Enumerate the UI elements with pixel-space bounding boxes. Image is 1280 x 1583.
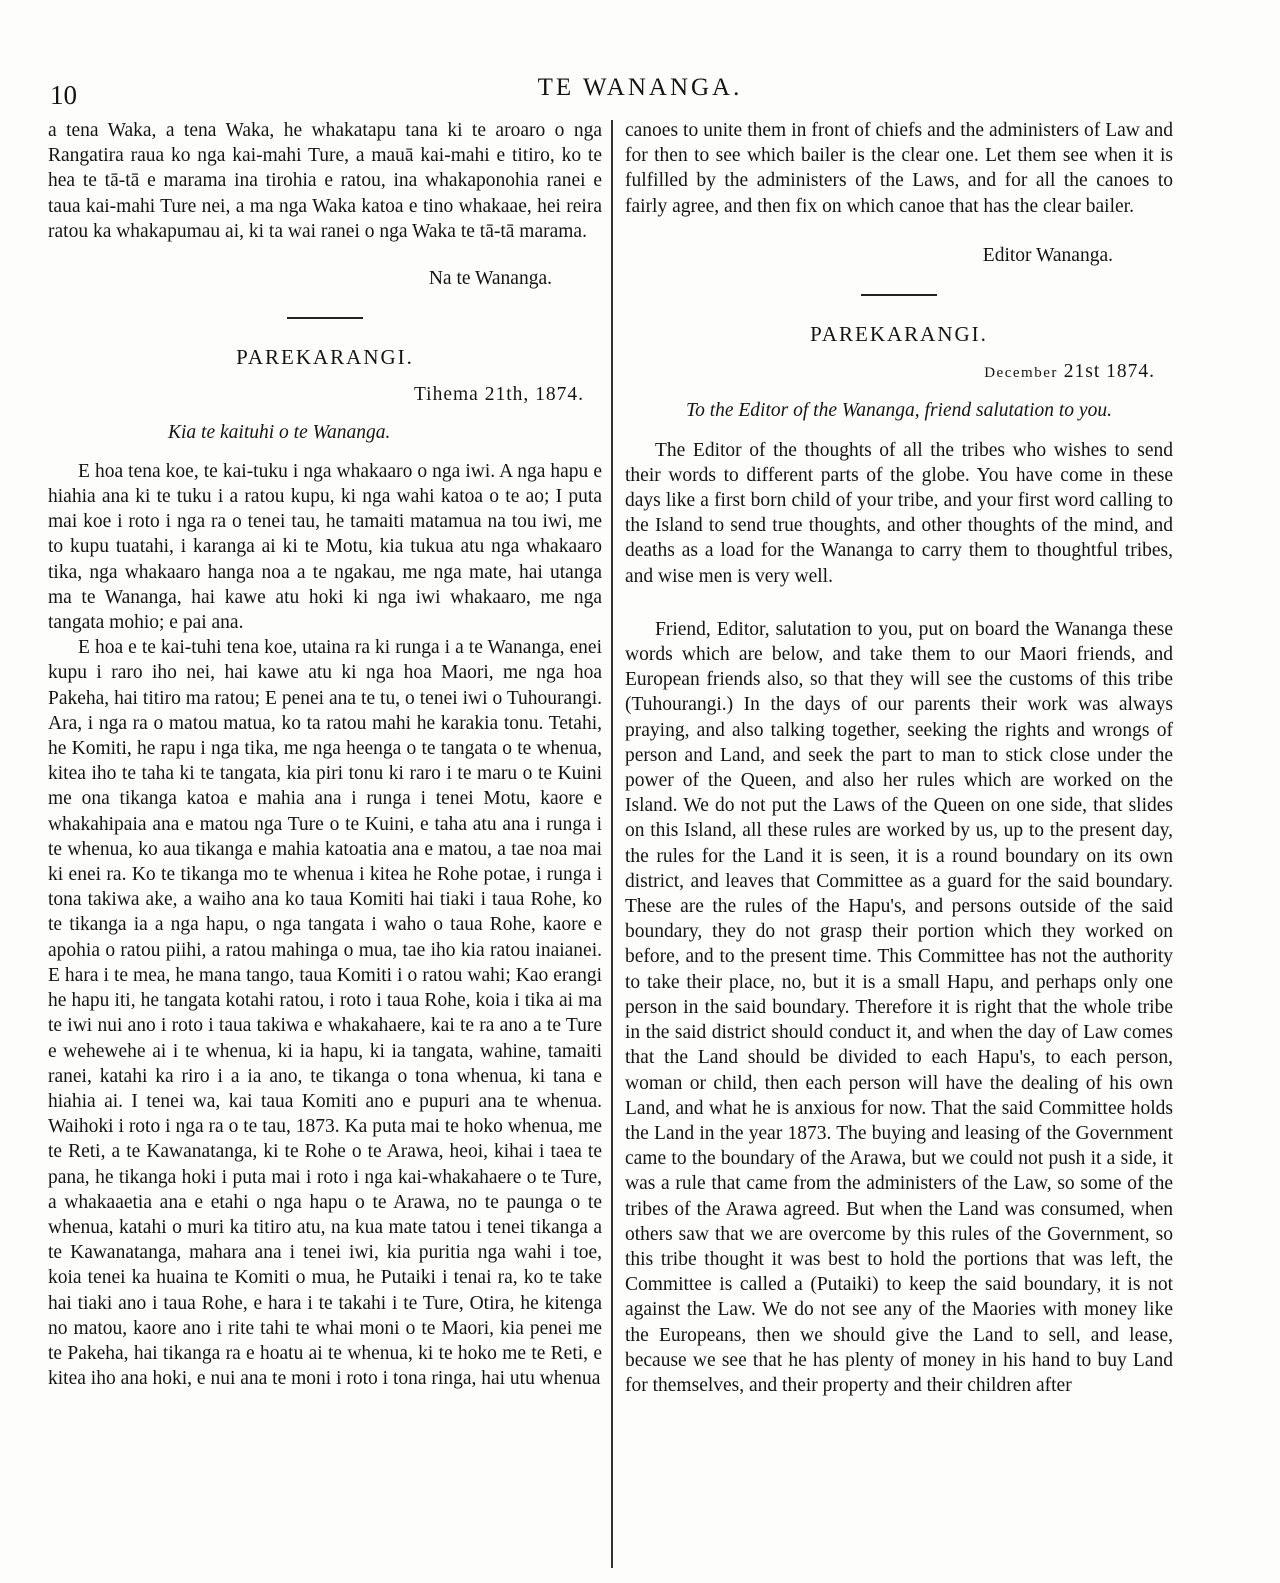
dateline-month: December <box>984 365 1058 382</box>
english-intro-paragraph: canoes to unite them in front of chiefs and the administers of Law and for then to see which bailer is the clear one. Let them see when it is fulfilled by the administers of the Laws, and for all the canoes to fairly agree, and then fix on which canoe that has the clear bailer. <box>625 120 1173 217</box>
maori-signature: Na te Wananga. <box>428 268 552 290</box>
maori-column <box>48 118 602 1391</box>
english-dateline <box>625 359 1173 386</box>
maori-dateline: Tihema 21th, 1874. <box>413 384 584 406</box>
english-paragraph-2: Friend, Editor, salutation to you, put on board the Wananga these words which are below, and take them to our Maori friends, and European friends also, so that they will see the customs of this tribe (Tuhourangi.) In the days of our parents their work was always praying, and also talking together, seeking the rights and wrongs of person and Land, and seek the part to man to stick close under the power of the Queen, and also her rules which are worked on the Island. We do not put the Laws of the Queen on one side, that slides on this Island, all these rules are worked by us, up to the present day, the rules for the Land it is seen, it is a round boundary on its own district, and leaves that Committee as a guard for the said boundary. These are the rules of the Hapu's, and persons outside of the said boundary, they do not grasp their portion which they worked on before, and to the present time. This Committee has not the authority to take their place, no, but it is a small Hapu, and perhaps only one person in the said boundary. Therefore it is right that the whole tribe in the said district should conduct it, and when the day of Law comes that the Land should be divided to each Hapu's, to each person, woman or child, then each person will have the dealing of his own Land, and what he is anxious for now. That the said Committee holds the Land in the year 1873. The buying and leasing of the Government came to the boundary of the Arawa, but we could not push it a side, it was a rule that came from the administers of the Law, so some of the tribes of the Arawa agreed. But when the Land was consumed, when others saw that we are overcome by this rules of the Government, so this tribe thought it was best to hold the portions that was left, the Committee is called a (Putaiki) to keep the said boundary, it is not against the Law. We do not see any of the Maories with money like the Europeans, then we should give the Land to sell, and lease, because we see that he has plenty of money in his hand to buy Land for themselves, and their property and their children after <box>625 618 1173 1396</box>
english-signature: Editor Wananga. <box>982 244 1113 266</box>
english-salutation: To the Editor of the Wananga, friend salutation to you. <box>686 400 1112 422</box>
section-rule <box>861 294 937 296</box>
maori-section-title: PAREKARANGI. <box>236 345 414 370</box>
english-section-title: PAREKARANGI. <box>810 322 988 347</box>
maori-paragraph-1: E hoa tena koe, te kai-tuku i nga whakaaro o nga iwi. A nga hapu e hiahia ana ki te tuku i a ratou kupu, ki nga wahi katoa o te ao; I puta mai koe i roto i nga ra o tenei tau, he tamaiti matamua na tou iwi, me to kupu tuatahi, i karanga ai ki te Motu, kia tukua atu nga whakaaro tika, nga whakaaro hanga noa a te ngakau, me nga mate, hai utanga ma te Wananga, hai kawe atu hoki ki nga iwi whakaaro, me nga tangata mohio; e pai ana. <box>48 460 602 634</box>
maori-paragraph-2: E hoa e te kai-tuhi tena koe, utaina ra ki runga i a te Wananga, enei kupu i raro iho nei, hai kawe atu ki nga hoa Maori, me nga hoa Pakeha, hai titiro ma ratou; E penei ana te tu, o tenei iwi o Tuhourangi. Ara, i nga ra o matou matua, ko ta ratou mahi he karakia tonu. Tetahi, he Komiti, he rapu i nga tika, me nga heenga o te tangata o te whenua, kitea iho te taha ki te tangata, kia piri tonu ki raro i te maru o te Kuini me ona tikanga katoa e mahia ana i runga i tenei Motu, kaore e whakahipaia ana e matou nga Ture o te Kuini, e taha atu ana i runga i te whenua, ko aua tikanga e mahia katoatia ana e matou, a tae noa mai ki enei ra. Ko te tikanga mo te whenua i kitea he Rohe potae, i runga i tona takiwa ake, a waiho ana ko taua Komiti hai tiaki i taua Rohe, ko te tikanga ia a nga hapu, o nga tangata i waho o taua Rohe, kaore e apohia o ratou piihi, a ratou mahinga o mua, tae iho kia ratou inaianei. E hara i te mea, he mana tango, taua Komiti i o ratou wahi; Kao erangi he hapu iti, he tangata kotahi ratou, i roto i taua Rohe, koia i tika ai ma te iwi nui ano i roto i taua takiwa e whakahaere, kai te ra ano a te Ture e wehewehe ai i te whenua, ki ia hapu, ki ia tangata, wahine, tamaiti ranei, katahi ka riro i a ia ano, te tikanga o tona whenua, ki tana e hiahia ai. I tenei wa, kai taua Komiti ano e pupuri ana te whenua. Waihoki i roto i nga ra o te tau, 1873. Ka puta mai te hoko whenua, me te Reti, a te Kawanatanga, ki te Rohe o te Arawa, heoi, kihai i taea te pana, he tikanga hoki i puta mai i roto i nga kai-whakahaere o te Ture, a whakaaetia ana e etahi o nga hapu o te Arawa, no te paunga o te whenua, katahi o muri ka titiro atu, na kua mate tatou i tenei tikanga a te Kawanatanga, mahara ana i tenei iwi, kia puritia nga wahi i toe, koia tenei ka huaina te Komiti o mua, he Putaiki i tenai ra, ko te take hai tiaki ano i taua Rohe, e hara i te takahi i te Ture, Otira, he kitenga no matou, kaore ano i rite tahi te whai moni o te Maori, kia penei me te Pakeha, hai tikanga ra e hoatu ai te whenua, ki te hoko me te Reti, e kitea iho ana hoki, e nui ana te moni i roto i tona ringa, hai utu whenua <box>48 637 602 1390</box>
english-column <box>625 118 1173 1398</box>
section-rule <box>287 317 363 319</box>
maori-salutation: Kia te kaituhi o te Wananga. <box>168 421 391 443</box>
dateline-day-year: 21st 1874. <box>1063 361 1155 383</box>
maori-intro-paragraph: a tena Waka, a tena Waka, he whakatapu tana ki te aroaro o nga Rangatira raua ko nga kai-mahi Ture, a mauā kai-mahi e titiro, ko te hea te tā-tā e marama ina tirohia e ratou, ina whakaponohia ranei e taua kai-mahi Ture nei, a ma nga Waka katoa e tino whakaae, hei reira ratou ka whakapumau ai, ki ta wai ranei o nga Waka te tā-tā marama. <box>48 120 602 242</box>
running-head: TE WANANGA. <box>537 74 743 101</box>
page-number: 10 <box>50 80 77 110</box>
column-divider <box>611 120 613 1568</box>
english-paragraph-1: The Editor of the thoughts of all the tribes who wishes to send their words to different parts of the globe. You have come in these days like a first born child of your tribe, and your first word calling to the Island to send true thoughts, and other thoughts of the mind, and deaths as a load for the Wananga to carry them to thoughtful tribes, and wise men is very well. <box>625 439 1173 587</box>
